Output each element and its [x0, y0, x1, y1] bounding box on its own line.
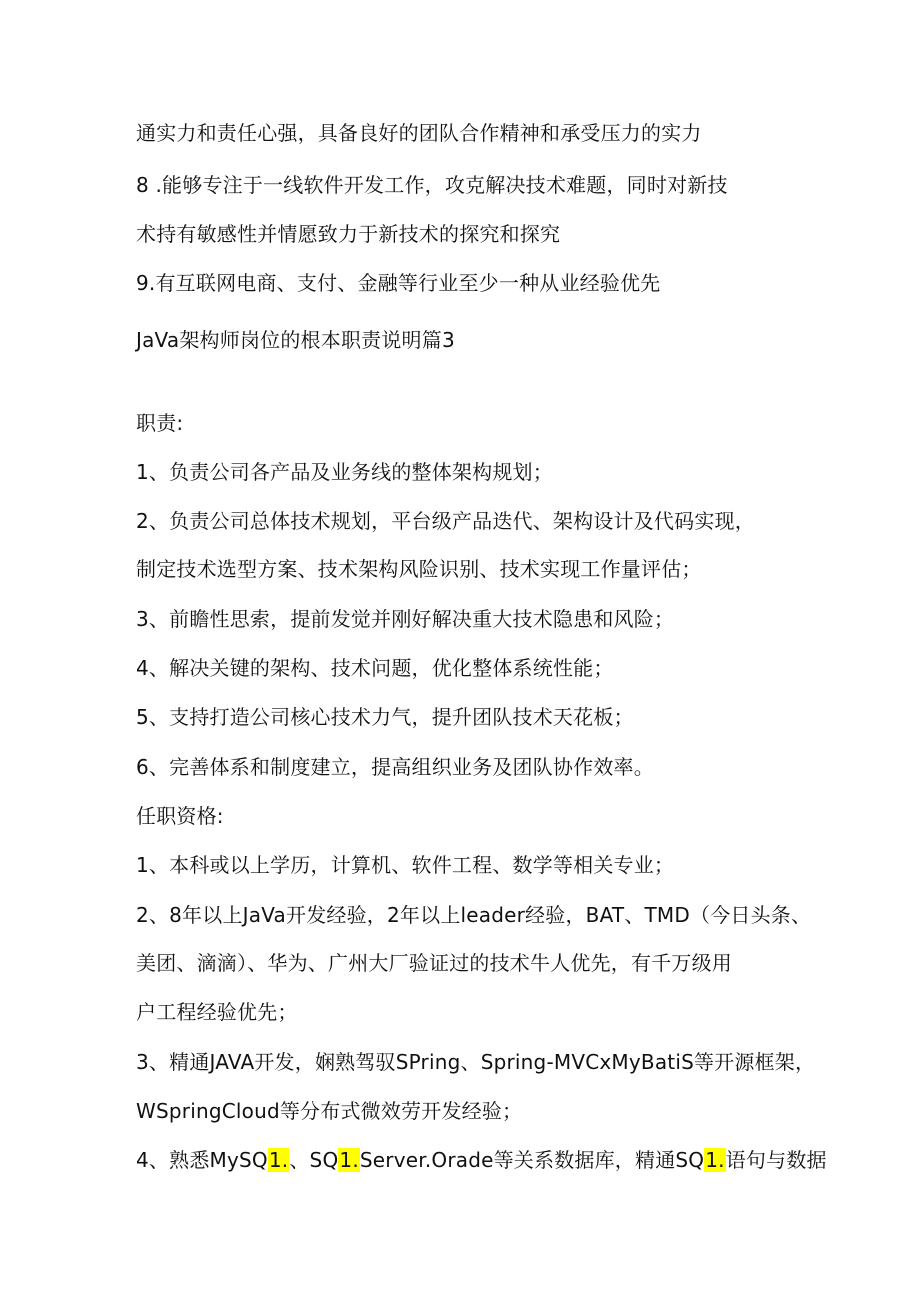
text-segment: 语句与数据: [725, 1148, 827, 1172]
list-item: 2、负责公司总体技术规划，平台级产品迭代、架构设计及代码实现，: [136, 509, 755, 533]
list-item: 3、前瞻性思索，提前发觉并刚好解决重大技术隐患和风险；: [136, 607, 675, 631]
text-line: 户工程经验优先；: [136, 1000, 298, 1024]
list-item: 3、精通JAVA开发，娴熟驾驭SPring、Spring-MVCxMyBatiS等开源框架，: [136, 1050, 816, 1074]
text-line: 通实力和责任心强，具备良好的团队合作精神和承受压力的实力: [136, 121, 702, 145]
text-segment: 4、熟悉MySQ: [136, 1148, 268, 1172]
list-item: 2、8年以上JaVa开发经验，2年以上leader经验，BAT、TMD（今日头条、: [136, 903, 812, 927]
list-item: 1、本科或以上学历，计算机、软件工程、数学等相关专业；: [136, 853, 675, 877]
list-item: 6、完善体系和制度建立，提高组织业务及团队协作效率。: [136, 755, 654, 779]
text-line: WSpringCloud等分布式微效劳开发经验；: [136, 1099, 523, 1123]
text-segment: 、SQ: [289, 1148, 339, 1172]
highlight-mark: 1.: [339, 1148, 359, 1172]
text-segment: Server.Orade等关系数据库，精通SQ: [359, 1148, 705, 1172]
highlight-mark: 1.: [705, 1148, 725, 1172]
list-item: 5、支持打造公司核心技术力气，提升团队技术天花板；: [136, 705, 634, 729]
list-item: 4、解决关键的架构、技术问题，优化整体系统性能；: [136, 656, 614, 680]
list-item-9: 9.有互联网电商、支付、金融等行业至少一种从业经验优先: [136, 271, 661, 295]
list-item: 1、负责公司各产品及业务线的整体架构规划；: [136, 460, 553, 484]
section-title: JaVa架构师岗位的根本职责说明篇3: [136, 328, 455, 352]
text-line: 术持有敏感性并情愿致力于新技术的探究和探究: [136, 222, 561, 246]
qualifications-heading: 任职资格:: [136, 804, 224, 828]
list-item-8: 8 .能够专注于一线软件开发工作，攻克解决技术难题，同时对新技: [136, 173, 728, 197]
text-line: 美团、滴滴）、华为、广州大厂验证过的技术牛人优先，有千万级用: [136, 951, 732, 975]
highlight-mark: 1.: [268, 1148, 289, 1172]
list-item: [136, 1146, 827, 1174]
responsibilities-heading: 职责:: [136, 411, 184, 435]
text-line: 制定技术选型方案、技术架构风险识别、技术实现工作量评估；: [136, 557, 702, 581]
